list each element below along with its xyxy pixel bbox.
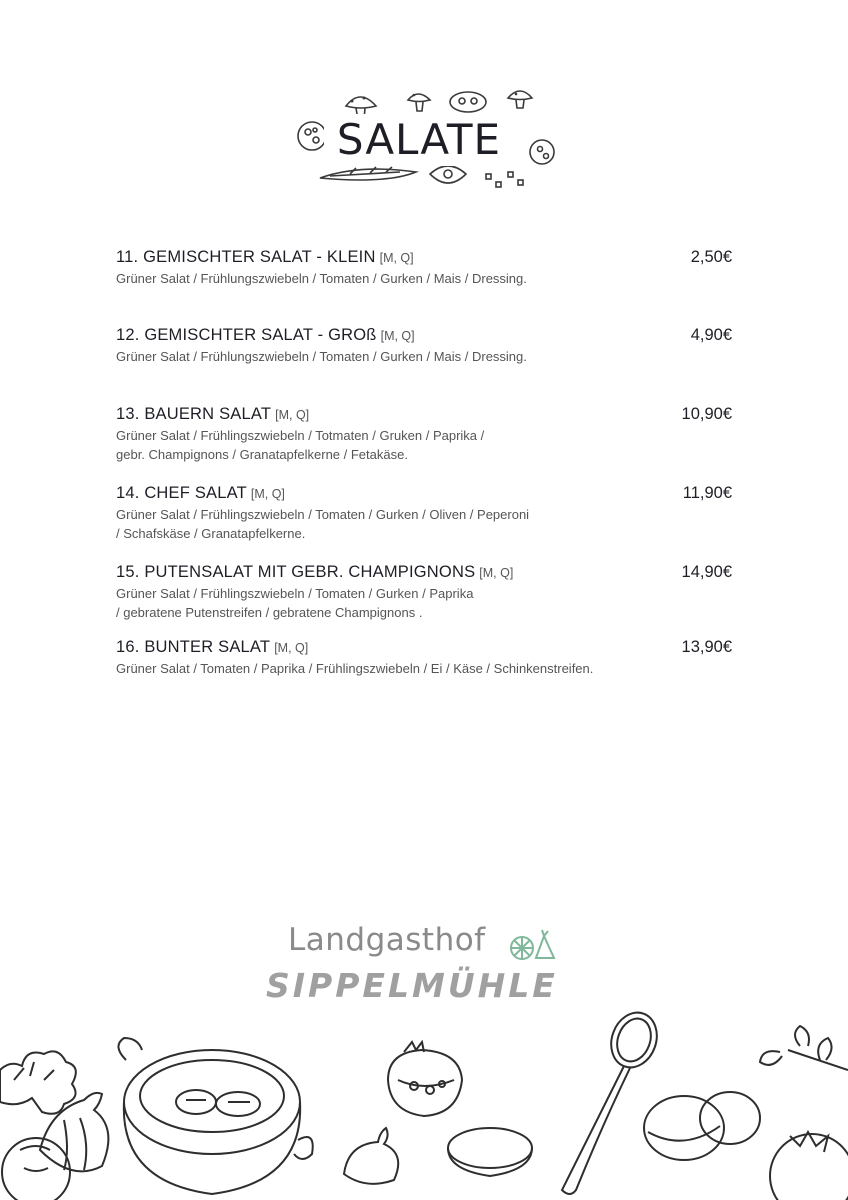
item-description bbox=[116, 584, 732, 622]
item-price: 11,90€ bbox=[682, 484, 732, 502]
mill-wheel-logo-icon bbox=[508, 926, 556, 962]
menu-item bbox=[116, 484, 732, 543]
item-price: 14,90€ bbox=[681, 563, 732, 581]
brand-name-line1: Landgasthof bbox=[288, 922, 486, 958]
item-price: 2,50€ bbox=[690, 248, 732, 266]
description-line: / Schafskäse / Granatapfelkerne. bbox=[116, 526, 306, 541]
item-name: 13. BAUERN SALAT bbox=[116, 405, 272, 423]
item-tags: [M, Q] bbox=[479, 566, 514, 580]
title-box bbox=[324, 114, 514, 166]
item-price: 10,90€ bbox=[681, 405, 732, 423]
item-name: 14. CHEF SALAT bbox=[116, 484, 247, 502]
item-name: 11. GEMISCHTER SALAT - KLEIN bbox=[116, 248, 376, 266]
menu-item bbox=[116, 326, 732, 366]
description-line: Grüner Salat / Frühlingszwiebeln / Totmaten / Gruken / Paprika / bbox=[116, 428, 485, 443]
description-line: Grüner Salat / Frühlingszwiebeln / Tomaten / Gurken / Paprika bbox=[116, 586, 474, 601]
brand-logo bbox=[260, 922, 590, 1004]
item-description: Grüner Salat / Frühlungszwiebeln / Tomaten / Gurken / Mais / Dressing. bbox=[116, 271, 527, 286]
page-title: SALATE bbox=[336, 115, 502, 164]
menu-item bbox=[116, 405, 732, 464]
menu-item bbox=[116, 638, 732, 678]
menu-item bbox=[116, 248, 732, 288]
description-line: / gebratene Putenstreifen / gebratene Champignons . bbox=[116, 605, 423, 620]
item-tags: [M, Q] bbox=[250, 487, 285, 501]
item-tags: [M, Q] bbox=[380, 329, 415, 343]
kitchen-sketch-illustration-icon bbox=[0, 1000, 848, 1200]
item-tags: [M, Q] bbox=[274, 641, 309, 655]
item-description bbox=[116, 426, 732, 464]
item-tags: [M, Q] bbox=[275, 408, 310, 422]
section-header bbox=[290, 86, 560, 204]
item-price: 4,90€ bbox=[690, 326, 732, 344]
item-tags: [M, Q] bbox=[379, 251, 414, 265]
item-price: 13,90€ bbox=[681, 638, 732, 656]
item-name: 16. BUNTER SALAT bbox=[116, 638, 271, 656]
description-line: gebr. Champignons / Granatapfelkerne / Fetakäse. bbox=[116, 447, 408, 462]
brand-name-line2: SIPPELMÜHLE bbox=[266, 966, 558, 1005]
description-line: Grüner Salat / Frühlingszwiebeln / Tomaten / Gurken / Oliven / Peperoni bbox=[116, 507, 530, 522]
item-description bbox=[116, 505, 732, 543]
item-name: 15. PUTENSALAT MIT GEBR. CHAMPIGNONS bbox=[116, 563, 476, 581]
menu-item bbox=[116, 563, 732, 622]
item-description: Grüner Salat / Tomaten / Paprika / Frühlingszwiebeln / Ei / Käse / Schinkenstreifen. bbox=[116, 661, 594, 676]
item-description: Grüner Salat / Frühlungszwiebeln / Tomaten / Gurken / Mais / Dressing. bbox=[116, 349, 527, 364]
item-name: 12. GEMISCHTER SALAT - GROß bbox=[116, 326, 377, 344]
